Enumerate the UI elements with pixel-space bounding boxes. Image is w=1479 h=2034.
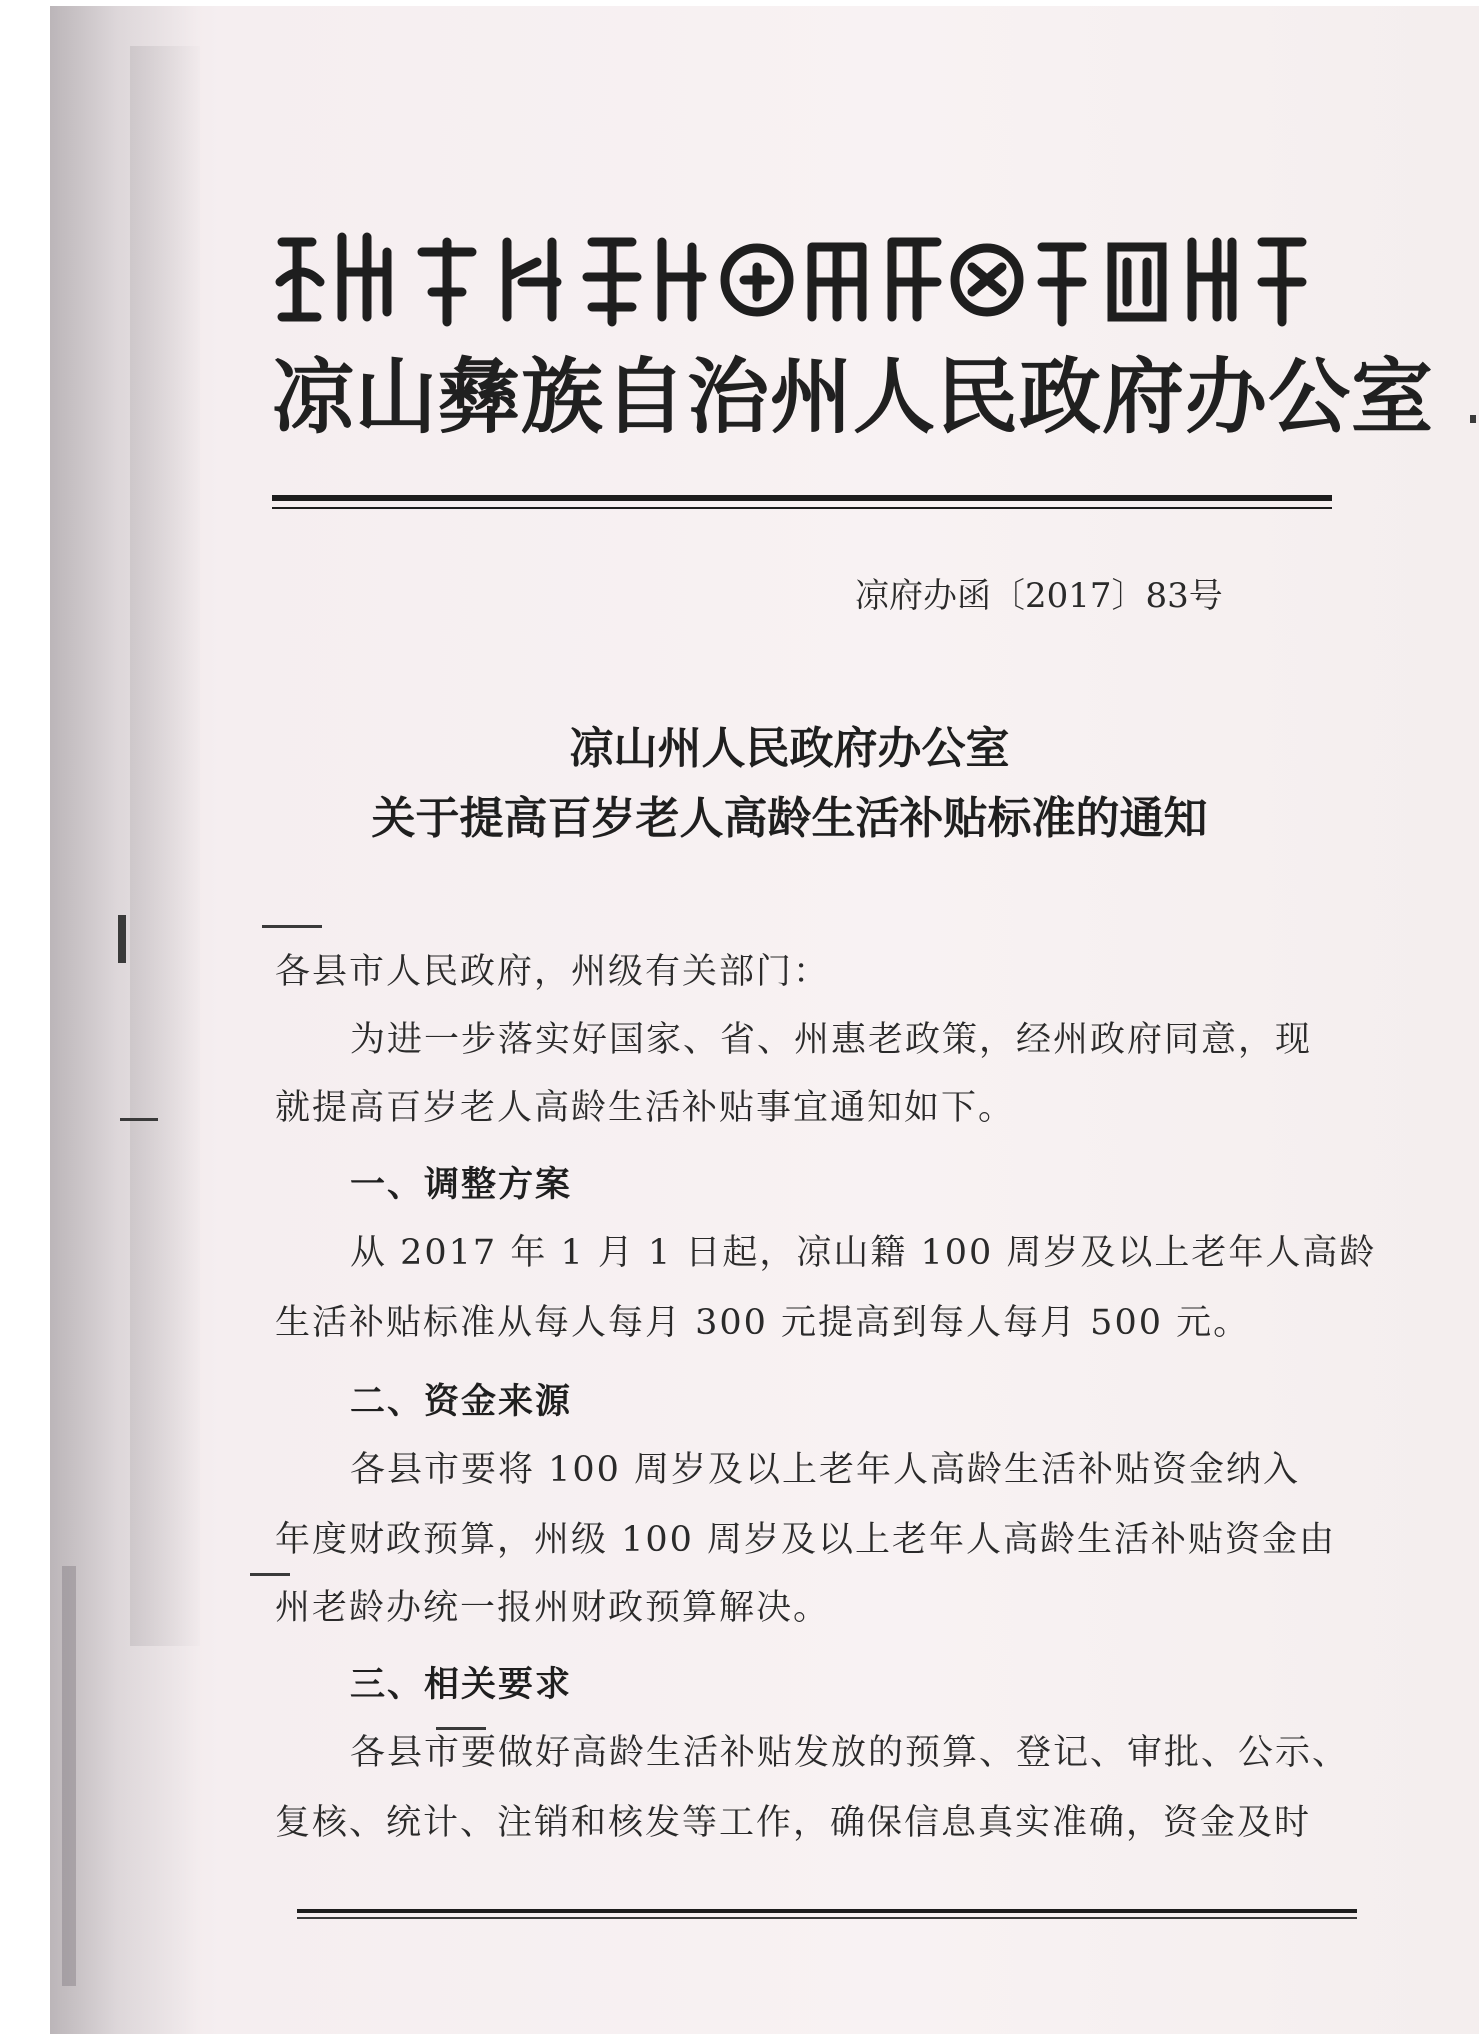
body-line: 从 2017 年 1 月 1 日起，凉山籍 100 周岁及以上老年人高龄: [350, 1233, 1377, 1273]
addressee: 各县市人民政府，州级有关部门：: [275, 952, 831, 992]
scan-speck: [118, 915, 126, 963]
body-line: 复核、统计、注销和核发等工作，确保信息真实准确，资金及时: [275, 1803, 1312, 1843]
body-line: 各县市要做好高龄生活补贴发放的预算、登记、审批、公示、: [350, 1733, 1350, 1773]
body-line: 生活补贴标准从每人每月 300 元提高到每人每月 500 元。: [275, 1303, 1251, 1343]
section-heading: 一、调整方案: [350, 1164, 573, 1205]
header-rule-thin: [272, 507, 1332, 509]
scan-shadow-strip: [130, 46, 200, 1646]
intro-line: 为进一步落实好国家、省、州惠老政策，经州政府同意，现: [350, 1020, 1313, 1060]
section-heading: 三、相关要求: [350, 1664, 573, 1705]
document-title-line1: 凉山州人民政府办公室: [569, 723, 1010, 774]
yi-script-title: [272, 222, 1327, 342]
org-title: 凉山彝族自治州人民政府办公室: [272, 349, 1435, 445]
intro-line: 就提高百岁老人高龄生活补贴事宜通知如下。: [275, 1088, 1016, 1128]
scan-speck: [1470, 415, 1476, 423]
body-line: 年度财政预算，州级 100 周岁及以上老年人高龄生活补贴资金由: [275, 1520, 1337, 1560]
document-title-line2: 关于提高百岁老人高龄生活补贴标准的通知: [371, 793, 1208, 844]
footer-rule: [297, 1909, 1357, 1913]
document-number: 凉府办函〔2017〕83号: [855, 576, 1223, 616]
scan-edge-mark: [62, 1566, 76, 1986]
scan-speck: [250, 1573, 290, 1576]
body-line: 各县市要将 100 周岁及以上老年人高龄生活补贴资金纳入: [350, 1450, 1301, 1490]
scan-speck: [120, 1118, 158, 1121]
section-heading: 二、资金来源: [350, 1381, 573, 1422]
scan-speck: [262, 925, 322, 928]
body-line: 州老龄办统一报州财政预算解决。: [275, 1588, 831, 1628]
footer-rule-thin: [297, 1917, 1357, 1919]
header-rule: [272, 495, 1332, 501]
